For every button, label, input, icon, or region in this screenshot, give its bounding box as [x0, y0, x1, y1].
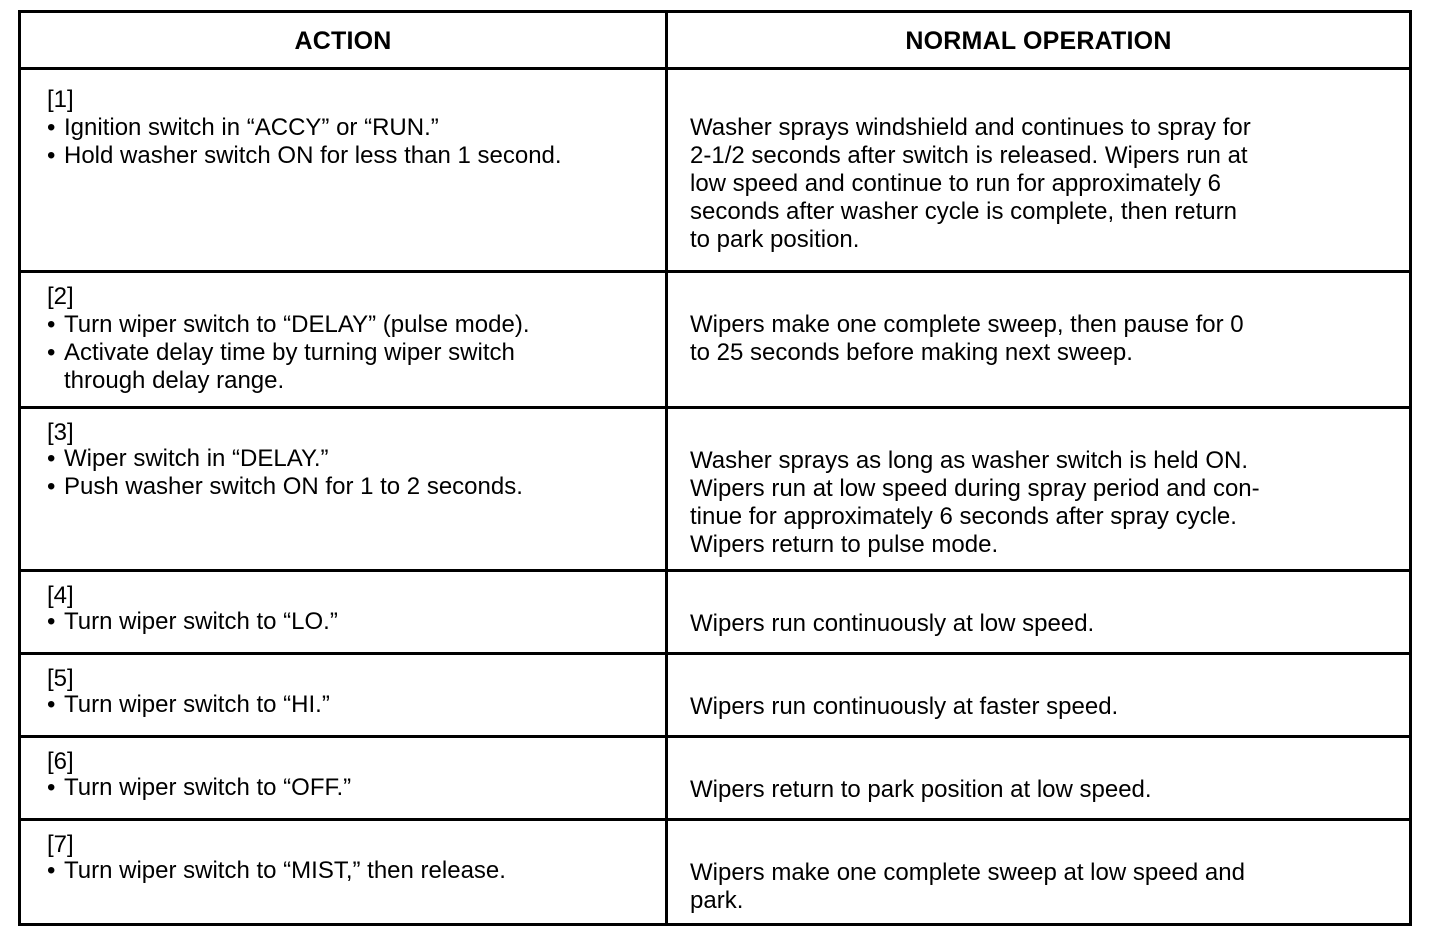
operation-line: Wipers run continuously at faster speed. — [690, 693, 1119, 720]
step-number: [3] — [47, 419, 74, 446]
action-item: • Activate delay time by turning wiper switch through delay range. — [47, 339, 587, 395]
header-action: ACTION — [294, 27, 392, 55]
operation-line: Wipers run continuously at low speed. — [690, 610, 1095, 637]
action-cell — [21, 273, 665, 406]
action-list — [47, 691, 330, 719]
action-list — [47, 311, 587, 395]
action-cell — [21, 70, 665, 270]
step-number: [4] — [47, 582, 74, 609]
step-number: [7] — [47, 831, 74, 858]
operation-line: to 25 seconds before making next sweep. — [690, 339, 1133, 366]
action-item: • Wiper switch in “DELAY.” — [47, 445, 523, 473]
action-item: • Hold washer switch ON for less than 1 second. — [47, 142, 562, 170]
action-cell — [21, 738, 665, 818]
action-list — [47, 774, 351, 802]
table-row — [21, 821, 1409, 923]
normal-operation-text — [690, 776, 1330, 804]
step-number: [1] — [47, 86, 74, 113]
action-item: • Ignition switch in “ACCY” or “RUN.” — [47, 114, 562, 142]
normal-operation-text — [690, 859, 1330, 915]
operation-line: tinue for approximately 6 seconds after spray cycle. — [690, 503, 1237, 530]
action-item: • Turn wiper switch to “DELAY” (pulse mode). — [47, 311, 587, 339]
operation-line: Wipers make one complete sweep, then pause for 0 — [690, 311, 1244, 338]
table-row — [21, 70, 1409, 273]
action-item: • Turn wiper switch to “MIST,” then release. — [47, 857, 506, 885]
normal-operation-cell — [668, 273, 1409, 406]
action-list — [47, 445, 523, 501]
table-row — [21, 572, 1409, 655]
normal-operation-cell — [668, 70, 1409, 270]
action-list — [47, 114, 562, 170]
operation-line: 2-1/2 seconds after switch is released. Wipers run at — [690, 142, 1248, 169]
step-number: [5] — [47, 665, 74, 692]
action-cell — [21, 655, 665, 735]
normal-operation-cell — [668, 738, 1409, 818]
action-list — [47, 608, 338, 636]
normal-operation-cell — [668, 409, 1409, 569]
action-item: • Turn wiper switch to “OFF.” — [47, 774, 351, 802]
header-cell-action — [21, 13, 665, 67]
step-number: [2] — [47, 283, 74, 310]
normal-operation-cell — [668, 572, 1409, 652]
operation-line: to park position. — [690, 226, 860, 253]
table-row — [21, 273, 1409, 409]
normal-operation-text — [690, 610, 1330, 638]
table-header-row — [21, 13, 1409, 70]
action-cell — [21, 572, 665, 652]
operation-line: Wipers return to pulse mode. — [690, 531, 999, 558]
header-cell-normal-operation — [668, 13, 1409, 67]
table-row — [21, 738, 1409, 821]
normal-operation-cell — [668, 821, 1409, 923]
operation-line: Wipers run at low speed during spray period and con- — [690, 475, 1260, 502]
step-number: [6] — [47, 748, 74, 775]
header-normal-operation: NORMAL OPERATION — [905, 27, 1172, 55]
wiper-washer-operation-table — [18, 10, 1412, 926]
operation-line: low speed and continue to run for approximately 6 — [690, 170, 1221, 197]
normal-operation-text — [690, 311, 1330, 367]
action-item: • Turn wiper switch to “HI.” — [47, 691, 330, 719]
operation-line: Wipers return to park position at low speed. — [690, 776, 1152, 803]
normal-operation-text — [690, 114, 1330, 254]
normal-operation-text — [690, 447, 1330, 559]
operation-line: seconds after washer cycle is complete, then return — [690, 198, 1237, 225]
operation-line: Wipers make one complete sweep at low speed and — [690, 859, 1245, 886]
table-row — [21, 655, 1409, 738]
action-item: • Push washer switch ON for 1 to 2 seconds. — [47, 473, 523, 501]
action-cell — [21, 821, 665, 923]
action-list — [47, 857, 506, 885]
table-row — [21, 409, 1409, 572]
action-item: • Turn wiper switch to “LO.” — [47, 608, 338, 636]
normal-operation-text — [690, 693, 1330, 721]
operation-line: Washer sprays as long as washer switch is held ON. — [690, 447, 1248, 474]
action-cell — [21, 409, 665, 569]
normal-operation-cell — [668, 655, 1409, 735]
operation-line: Washer sprays windshield and continues to spray for — [690, 114, 1251, 141]
operation-line: park. — [690, 887, 744, 914]
